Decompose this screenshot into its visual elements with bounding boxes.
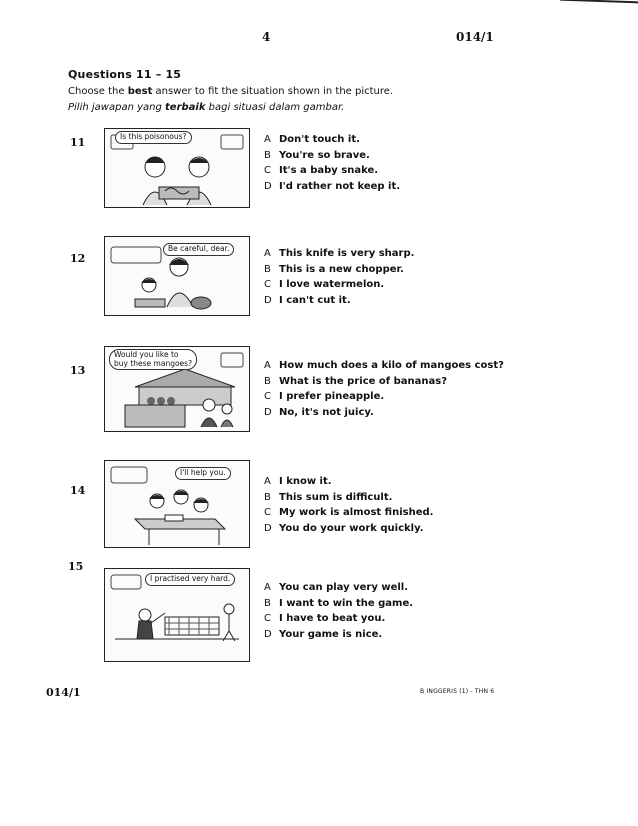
option-c[interactable] (264, 391, 504, 407)
question-number: 15 (68, 560, 84, 573)
footer-paper-code: 014/1 (46, 686, 81, 699)
question-picture (104, 128, 250, 208)
footer-subject-label: B INGGERIS (1) - THN 6 (420, 688, 495, 695)
option-letter: A (264, 248, 271, 259)
option-letter: B (264, 491, 271, 503)
speech-bubble: Be careful, dear. (163, 243, 234, 256)
option-text: I want to win the game. (279, 597, 414, 609)
page-number: 4 (262, 30, 271, 44)
option-letter: B (264, 597, 271, 609)
question-picture (104, 460, 250, 548)
option-text: I prefer pineapple. (279, 391, 385, 402)
option-b[interactable] (264, 492, 433, 508)
option-letter: C (264, 165, 271, 176)
option-text: I love watermelon. (279, 279, 385, 290)
option-b[interactable] (264, 150, 400, 166)
answer-options (264, 360, 504, 422)
option-a[interactable] (264, 476, 433, 492)
option-c[interactable] (264, 613, 413, 629)
option-b[interactable] (264, 264, 414, 280)
question-picture (104, 346, 250, 432)
question-number: 12 (70, 252, 86, 265)
option-letter: D (264, 522, 272, 534)
speech-bubble: I practised very hard. (145, 573, 235, 586)
option-letter: B (264, 149, 271, 161)
option-b[interactable] (264, 376, 504, 392)
option-d[interactable] (264, 629, 413, 645)
option-text: You do your work quickly. (279, 522, 424, 534)
question-picture (104, 568, 250, 662)
instruction-ms-emphasis: terbaik (165, 102, 206, 113)
option-letter: A (264, 476, 271, 487)
question-picture (104, 236, 250, 316)
answer-options (264, 476, 433, 538)
option-text: You can play very well. (279, 582, 409, 593)
option-text: Don't touch it. (279, 134, 360, 145)
instruction-ms-part: Pilih jawapan yang (68, 102, 165, 113)
instruction-english (68, 86, 393, 97)
option-text: It's a baby snake. (279, 165, 379, 176)
option-letter: A (264, 582, 271, 593)
paper-code: 014/1 (456, 30, 494, 44)
option-letter: C (264, 613, 271, 624)
instruction-en-emphasis: best (127, 86, 153, 97)
option-text: You're so brave. (279, 149, 370, 161)
option-d[interactable] (264, 181, 400, 197)
option-text: I know it. (279, 476, 332, 487)
option-a[interactable] (264, 248, 414, 264)
bubble-line: Would you like to (114, 350, 179, 359)
option-c[interactable] (264, 279, 414, 295)
answer-options (264, 248, 414, 310)
option-text: No, it's not juicy. (279, 406, 374, 418)
option-letter: D (264, 406, 272, 418)
option-letter: A (264, 134, 271, 145)
question-number: 11 (70, 136, 86, 149)
instruction-ms-part: bagi situasi dalam gambar. (205, 102, 345, 113)
option-b[interactable] (264, 598, 413, 614)
option-text: I have to beat you. (279, 613, 386, 624)
speech-bubble (109, 349, 197, 370)
option-text: What is the price of bananas? (279, 375, 447, 387)
question-number: 13 (70, 364, 86, 377)
bubble-line: buy these mangoes? (114, 358, 193, 368)
scan-edge-mark (560, 0, 638, 9)
section-heading: Questions 11 – 15 (68, 68, 182, 81)
instruction-malay (68, 102, 344, 113)
option-text: This is a new chopper. (279, 263, 404, 275)
option-d[interactable] (264, 523, 433, 539)
option-c[interactable] (264, 507, 433, 523)
option-letter: C (264, 279, 271, 290)
option-text: This sum is difficult. (279, 491, 393, 503)
option-text: Your game is nice. (279, 628, 383, 640)
option-text: I can't cut it. (279, 294, 351, 306)
option-letter: D (264, 294, 272, 306)
answer-options (264, 582, 413, 644)
option-letter: C (264, 391, 271, 402)
question-11 (0, 118, 638, 228)
option-letter: D (264, 628, 272, 640)
option-text: My work is almost finished. (279, 507, 434, 518)
option-c[interactable] (264, 165, 400, 181)
question-15 (0, 560, 638, 670)
question-14 (0, 452, 638, 562)
instruction-en-part: Choose the (68, 86, 128, 97)
option-text: How much does a kilo of mangoes cost? (279, 360, 504, 371)
option-a[interactable] (264, 360, 504, 376)
option-d[interactable] (264, 295, 414, 311)
option-d[interactable] (264, 407, 504, 423)
question-13 (0, 336, 638, 446)
question-number: 14 (70, 484, 86, 497)
instruction-en-part: answer to fit the situation shown in the picture. (152, 86, 394, 97)
option-letter: C (264, 507, 271, 518)
option-letter: A (264, 360, 271, 371)
option-letter: B (264, 263, 271, 275)
speech-bubble: Is this poisonous? (115, 131, 192, 144)
option-text: This knife is very sharp. (279, 248, 415, 259)
question-12 (0, 226, 638, 336)
option-letter: D (264, 180, 272, 192)
option-letter: B (264, 375, 271, 387)
option-a[interactable] (264, 134, 400, 150)
option-text: I'd rather not keep it. (279, 180, 401, 192)
answer-options (264, 134, 400, 196)
option-a[interactable] (264, 582, 413, 598)
speech-bubble: I'll help you. (175, 467, 231, 480)
